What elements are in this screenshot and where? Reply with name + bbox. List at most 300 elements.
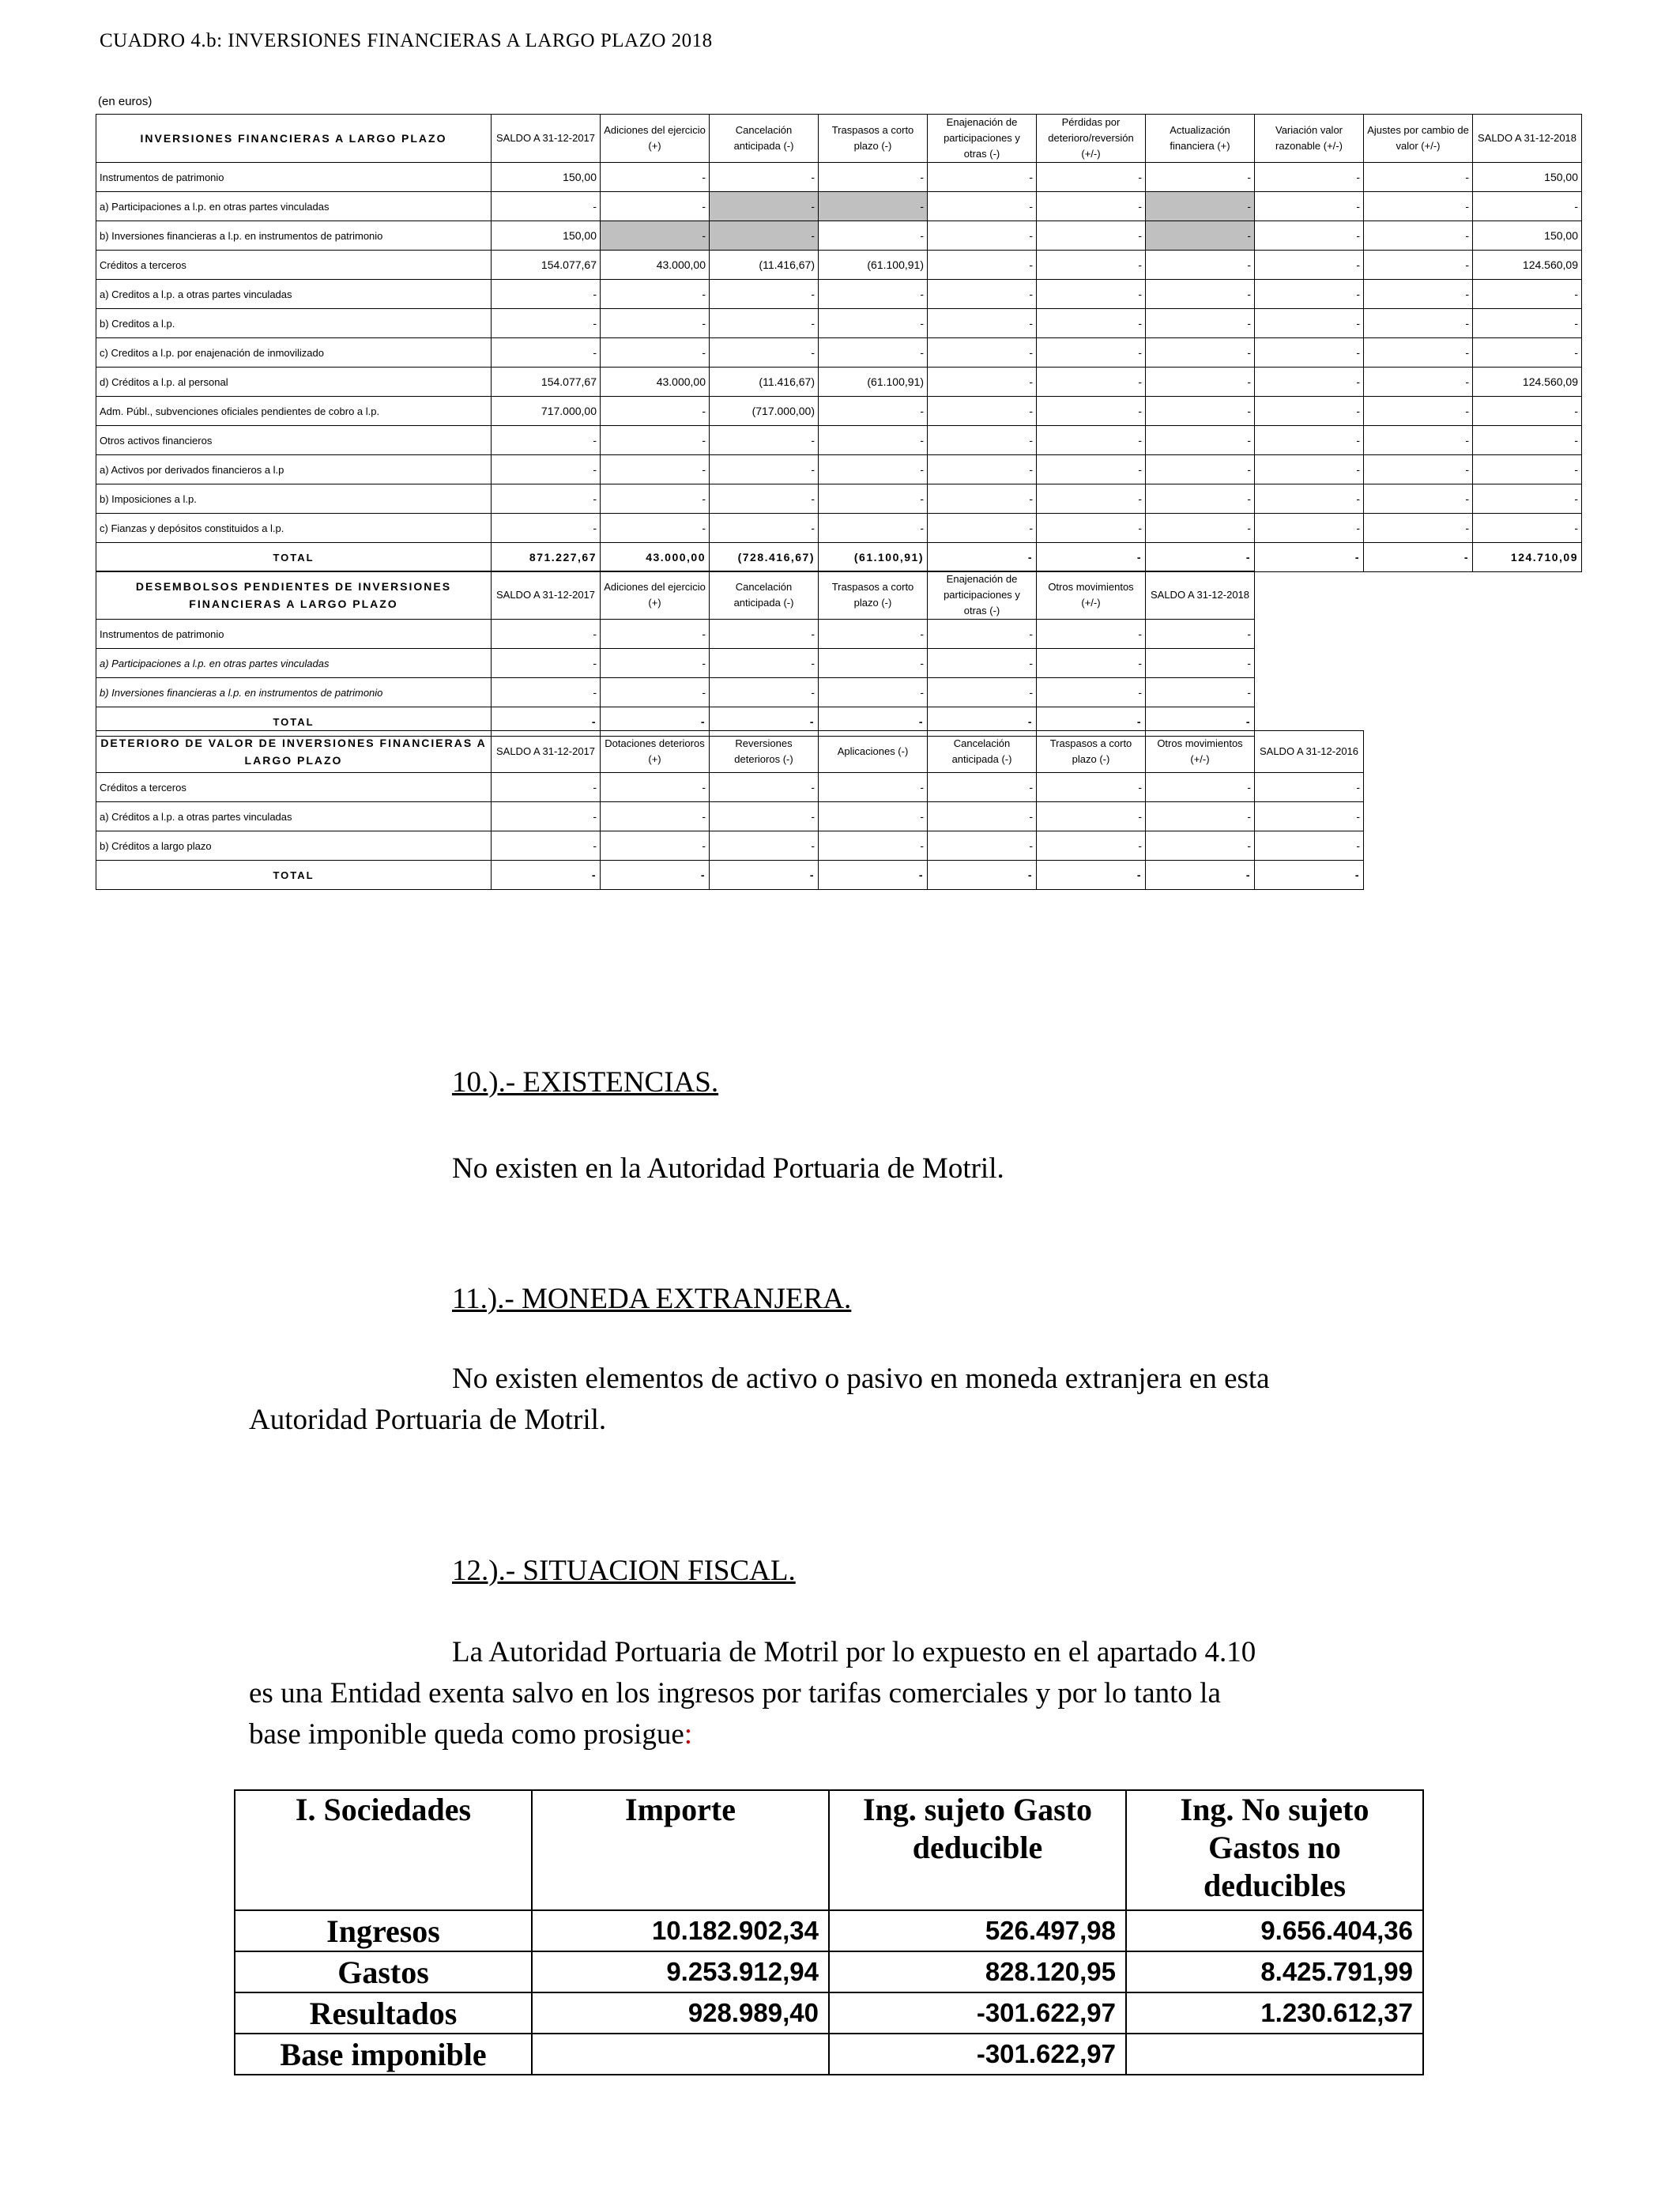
table-cell: -	[1146, 251, 1255, 280]
fiscal-header-label: Gastos no	[1208, 1830, 1341, 1865]
table-cell: -	[1473, 397, 1582, 426]
table-cell: -	[1473, 426, 1582, 455]
table-cell: -	[1473, 192, 1582, 221]
table-cell: -	[1255, 368, 1364, 397]
row-label: Instrumentos de patrimonio	[96, 163, 492, 192]
table-cell: -	[928, 678, 1037, 707]
table-cell: -	[1364, 280, 1473, 309]
table-cell: -	[1037, 861, 1146, 890]
table-row	[96, 192, 1582, 221]
table-cell: -	[492, 773, 601, 802]
table-cell: -	[1255, 192, 1364, 221]
table-cell: (61.100,91)	[819, 543, 928, 572]
table-cell: -	[1364, 192, 1473, 221]
table-header-row	[96, 571, 1255, 620]
table-cell: -	[601, 338, 710, 368]
table-cell: -	[819, 514, 928, 543]
table-cell: -	[928, 280, 1037, 309]
table-cell: -	[928, 455, 1037, 484]
section-header: DETERIORO DE VALOR DE INVERSIONES FINANCIERAS A LARGO PLAZO	[96, 731, 492, 773]
fiscal-cell-importe: 928.989,40	[532, 1992, 829, 2034]
fiscal-table	[234, 1789, 1424, 2075]
row-label: b) Inversiones financieras a l.p. en instrumentos de patrimonio	[96, 678, 492, 707]
table-cell: 717.000,00	[492, 397, 601, 426]
table-cell: (61.100,91)	[819, 368, 928, 397]
fiscal-row-label: Ingresos	[235, 1910, 532, 1951]
table-cell: -	[1255, 163, 1364, 192]
table-cell: -	[819, 309, 928, 338]
fiscal-header-no-sujeto	[1126, 1790, 1423, 1910]
table-row	[96, 678, 1255, 707]
table-cell: 43.000,00	[601, 251, 710, 280]
table-cell: -	[1037, 338, 1146, 368]
inversiones-rows	[96, 163, 1582, 543]
table-cell: -	[928, 251, 1037, 280]
table-cell: -	[819, 280, 928, 309]
table-cell: -	[928, 368, 1037, 397]
fiscal-cell-no-sujeto: 1.230.612,37	[1126, 1992, 1423, 2034]
column-header: Cancelación anticipada (-)	[710, 571, 819, 620]
deterioro-table	[96, 730, 1364, 890]
table-cell: 43.000,00	[601, 543, 710, 572]
total-row	[96, 861, 1364, 890]
table-cell: -	[928, 543, 1037, 572]
table-cell: 154.077,67	[492, 251, 601, 280]
table-header-row	[96, 731, 1364, 773]
table-cell: -	[1146, 707, 1255, 737]
table-cell: -	[1364, 426, 1473, 455]
table-row	[96, 309, 1582, 338]
table-cell: -	[1473, 484, 1582, 514]
table-row	[96, 802, 1364, 831]
table-cell: -	[601, 426, 710, 455]
table-row	[96, 831, 1364, 861]
table-cell: -	[819, 861, 928, 890]
fiscal-cell-sujeto: -301.622,97	[829, 2034, 1126, 2075]
table-cell: -	[819, 802, 928, 831]
table-cell: -	[1473, 338, 1582, 368]
table-cell: -	[1364, 338, 1473, 368]
total-row	[96, 543, 1582, 572]
table-cell: -	[928, 309, 1037, 338]
table-cell: -	[1364, 368, 1473, 397]
column-header: SALDO A 31-12-2018	[1146, 571, 1255, 620]
table-cell: -	[1037, 543, 1146, 572]
fiscal-row	[235, 1992, 1423, 2034]
moneda-text-line2: Autoridad Portuaria de Motril.	[249, 1404, 607, 1436]
table-cell: -	[1146, 678, 1255, 707]
column-header: Adiciones del ejercicio (+)	[601, 571, 710, 620]
table-cell: -	[1037, 251, 1146, 280]
table-cell: -	[1255, 543, 1364, 572]
column-header: Pérdidas por deterioro/reversión (+/-)	[1037, 115, 1146, 163]
column-header: SALDO A 31-12-2018	[1473, 115, 1582, 163]
table-row	[96, 251, 1582, 280]
table-cell: -	[710, 484, 819, 514]
fiscal-row	[235, 2034, 1423, 2075]
table-cell: -	[819, 338, 928, 368]
table-cell: -	[492, 707, 601, 737]
table-cell: -	[1037, 802, 1146, 831]
table-cell: -	[492, 802, 601, 831]
table-cell: -	[1364, 163, 1473, 192]
column-header: Cancelación anticipada (-)	[928, 731, 1037, 773]
table-row	[96, 338, 1582, 368]
row-label: Créditos a terceros	[96, 251, 492, 280]
table-cell: -	[928, 397, 1037, 426]
table-cell: -	[1037, 368, 1146, 397]
table-cell: -	[1255, 338, 1364, 368]
table-cell: -	[1255, 484, 1364, 514]
table-cell: -	[928, 221, 1037, 251]
table-cell: -	[928, 861, 1037, 890]
table-cell: -	[492, 280, 601, 309]
table-cell: (728.416,67)	[710, 543, 819, 572]
table-cell: -	[1037, 773, 1146, 802]
fiscal-cell-importe: 10.182.902,34	[532, 1910, 829, 1951]
table-cell: -	[710, 455, 819, 484]
row-label: c) Creditos a l.p. por enajenación de inmovilizado	[96, 338, 492, 368]
table-cell: -	[710, 192, 819, 221]
fiscal-cell-no-sujeto: 9.656.404,36	[1126, 1910, 1423, 1951]
table-cell: -	[710, 831, 819, 861]
page-title: CUADRO 4.b: INVERSIONES FINANCIERAS A LARGO PLAZO 2018	[100, 30, 713, 51]
table-cell: -	[1146, 163, 1255, 192]
column-header: SALDO A 31-12-2017	[492, 731, 601, 773]
table-cell: 150,00	[492, 221, 601, 251]
table-cell: -	[1146, 514, 1255, 543]
table-cell: -	[492, 192, 601, 221]
table-cell: -	[1146, 280, 1255, 309]
table-cell: -	[1255, 455, 1364, 484]
fiscal-text-line1: La Autoridad Portuaria de Motril por lo expuesto en el apartado 4.10	[452, 1636, 1256, 1668]
table-cell: -	[1146, 397, 1255, 426]
fiscal-header-label: Ing. No sujeto	[1180, 1792, 1369, 1827]
fiscal-row	[235, 1951, 1423, 1992]
row-label: a) Activos por derivados financieros a l.p	[96, 455, 492, 484]
table-cell: -	[1037, 484, 1146, 514]
table-cell: -	[1255, 831, 1364, 861]
table-cell: -	[819, 163, 928, 192]
table-cell: -	[1146, 221, 1255, 251]
table-cell: -	[710, 620, 819, 649]
row-label: Adm. Públ., subvenciones oficiales pendientes de cobro a l.p.	[96, 397, 492, 426]
column-header: SALDO A 31-12-2017	[492, 115, 601, 163]
fiscal-header-importe	[532, 1790, 829, 1910]
fiscal-cell-sujeto: 526.497,98	[829, 1910, 1126, 1951]
table-cell: -	[710, 773, 819, 802]
fiscal-header-label: I. Sociedades	[295, 1792, 472, 1827]
inversiones-table	[96, 114, 1582, 572]
table-cell: -	[1255, 514, 1364, 543]
table-cell: -	[492, 426, 601, 455]
table-cell: -	[1037, 221, 1146, 251]
table-cell: -	[1037, 678, 1146, 707]
table-cell: -	[601, 163, 710, 192]
table-cell: -	[819, 831, 928, 861]
fiscal-header-label: deducible	[912, 1830, 1043, 1865]
fiscal-cell-sujeto: 828.120,95	[829, 1951, 1126, 1992]
table-cell: 150,00	[492, 163, 601, 192]
table-cell: -	[492, 484, 601, 514]
fiscal-row-label: Gastos	[235, 1951, 532, 1992]
table-cell: 150,00	[1473, 163, 1582, 192]
table-cell: -	[928, 773, 1037, 802]
table-cell: (11.416,67)	[710, 251, 819, 280]
table-row	[96, 368, 1582, 397]
table-cell: -	[1473, 309, 1582, 338]
table-cell: -	[492, 309, 601, 338]
table-cell: -	[1146, 543, 1255, 572]
row-label: b) Inversiones financieras a l.p. en instrumentos de patrimonio	[96, 221, 492, 251]
column-header: Dotaciones deterioros (+)	[601, 731, 710, 773]
column-header: Actualización financiera (+)	[1146, 115, 1255, 163]
table-cell: -	[1255, 251, 1364, 280]
row-label: a) Participaciones a l.p. en otras partes vinculadas	[96, 192, 492, 221]
table-cell: -	[1255, 309, 1364, 338]
table-cell: -	[710, 802, 819, 831]
desembolsos-table	[96, 571, 1255, 737]
table-cell: -	[819, 192, 928, 221]
table-cell: -	[819, 484, 928, 514]
table-cell: -	[1255, 802, 1364, 831]
table-cell: -	[1146, 309, 1255, 338]
fiscal-row-label: Resultados	[235, 1992, 532, 2034]
table-cell: -	[1037, 620, 1146, 649]
fiscal-text-colon: :	[684, 1718, 693, 1751]
table-cell: -	[1037, 426, 1146, 455]
row-label: b) Imposiciones a l.p.	[96, 484, 492, 514]
table-cell: -	[492, 514, 601, 543]
fiscal-cell-sujeto: -301.622,97	[829, 1992, 1126, 2034]
table-cell: -	[1037, 309, 1146, 338]
table-cell: -	[1037, 163, 1146, 192]
table-cell: -	[819, 649, 928, 678]
table-row	[96, 397, 1582, 426]
table-cell: -	[928, 620, 1037, 649]
table-cell: (11.416,67)	[710, 368, 819, 397]
table-cell: -	[1146, 484, 1255, 514]
table-cell: -	[710, 309, 819, 338]
section-title-existencias: 10.).- EXISTENCIAS.	[452, 1066, 719, 1099]
table-row	[96, 649, 1255, 678]
table-cell: -	[1146, 192, 1255, 221]
table-cell: -	[1364, 397, 1473, 426]
table-cell: -	[819, 397, 928, 426]
table-cell: -	[492, 455, 601, 484]
table-cell: -	[601, 455, 710, 484]
table-cell: -	[1364, 221, 1473, 251]
table-cell: (717.000,00)	[710, 397, 819, 426]
row-label: b) Créditos a largo plazo	[96, 831, 492, 861]
fiscal-header-label: deducibles	[1203, 1868, 1347, 1903]
fiscal-cell-no-sujeto	[1126, 2034, 1423, 2075]
fiscal-cell-importe	[532, 2034, 829, 2075]
table-cell: -	[928, 163, 1037, 192]
table-cell: 150,00	[1473, 221, 1582, 251]
desembolsos-rows	[96, 620, 1255, 707]
table-cell: -	[601, 831, 710, 861]
table-cell: -	[1146, 649, 1255, 678]
fiscal-text-line3	[249, 1717, 692, 1753]
table-cell: -	[710, 338, 819, 368]
table-cell: -	[601, 620, 710, 649]
units-label: (en euros)	[98, 95, 153, 108]
row-label: Créditos a terceros	[96, 773, 492, 802]
column-header: Ajustes por cambio de valor (+/-)	[1364, 115, 1473, 163]
table-cell: -	[1037, 831, 1146, 861]
column-header: Traspasos a corto plazo (-)	[819, 115, 928, 163]
section-header: INVERSIONES FINANCIERAS A LARGO PLAZO	[96, 115, 492, 163]
column-header: Cancelación anticipada (-)	[710, 115, 819, 163]
row-label: a) Creditos a l.p. a otras partes vinculadas	[96, 280, 492, 309]
table-cell: -	[601, 514, 710, 543]
table-cell: -	[1146, 426, 1255, 455]
column-header: Aplicaciones (-)	[819, 731, 928, 773]
table-cell: -	[601, 397, 710, 426]
fiscal-row	[235, 1910, 1423, 1951]
table-cell: -	[710, 280, 819, 309]
table-cell: 154.077,67	[492, 368, 601, 397]
fiscal-header-label: Ing. sujeto Gasto	[862, 1792, 1093, 1827]
table-cell: -	[819, 707, 928, 737]
table-cell: -	[1364, 309, 1473, 338]
table-cell: -	[1255, 280, 1364, 309]
column-header: Otros movimientos (+/-)	[1146, 731, 1255, 773]
column-header: SALDO A 31-12-2016	[1255, 731, 1364, 773]
table-cell: -	[492, 620, 601, 649]
table-cell: -	[710, 707, 819, 737]
table-cell: -	[819, 678, 928, 707]
table-row	[96, 484, 1582, 514]
table-cell: -	[1037, 707, 1146, 737]
table-cell: -	[1037, 514, 1146, 543]
table-cell: -	[710, 426, 819, 455]
table-row	[96, 426, 1582, 455]
column-header: Variación valor razonable (+/-)	[1255, 115, 1364, 163]
table-cell: -	[601, 773, 710, 802]
table-cell: -	[1364, 251, 1473, 280]
column-header: Otros movimientos (+/-)	[1037, 571, 1146, 620]
total-label: TOTAL	[96, 707, 492, 737]
fiscal-text-line2: es una Entidad exenta salvo en los ingresos por tarifas comerciales y por lo tanto la	[249, 1677, 1221, 1710]
table-cell: -	[928, 338, 1037, 368]
table-cell: -	[710, 861, 819, 890]
table-cell: -	[1364, 455, 1473, 484]
table-cell: -	[601, 221, 710, 251]
table-cell: -	[928, 484, 1037, 514]
table-cell: -	[1146, 831, 1255, 861]
table-cell: -	[710, 649, 819, 678]
table-cell: -	[1146, 338, 1255, 368]
section-title-moneda: 11.).- MONEDA EXTRANJERA.	[452, 1283, 852, 1315]
table-cell: -	[601, 707, 710, 737]
table-cell: -	[710, 514, 819, 543]
section-title-fiscal: 12.).- SITUACION FISCAL.	[452, 1555, 796, 1587]
row-label: d) Créditos a l.p. al personal	[96, 368, 492, 397]
table-cell: -	[1037, 649, 1146, 678]
table-cell: -	[710, 163, 819, 192]
table-cell: -	[601, 678, 710, 707]
table-cell: -	[1364, 543, 1473, 572]
table-cell: -	[1146, 773, 1255, 802]
table-cell: -	[492, 861, 601, 890]
fiscal-row-label: Base imponible	[235, 2034, 532, 2075]
table-cell: -	[601, 802, 710, 831]
fiscal-header-sociedades	[235, 1790, 532, 1910]
table-cell: -	[1255, 773, 1364, 802]
column-header: Enajenación de participaciones y otras (-)	[928, 571, 1037, 620]
table-cell: -	[1146, 802, 1255, 831]
row-label: Instrumentos de patrimonio	[96, 620, 492, 649]
table-cell: -	[601, 861, 710, 890]
table-cell: -	[928, 649, 1037, 678]
table-cell: -	[601, 192, 710, 221]
table-cell: 871.227,67	[492, 543, 601, 572]
table-cell: -	[1146, 455, 1255, 484]
table-cell: -	[601, 484, 710, 514]
table-cell: -	[492, 831, 601, 861]
table-cell: -	[928, 426, 1037, 455]
table-cell: -	[928, 802, 1037, 831]
table-cell: (61.100,91)	[819, 251, 928, 280]
row-label: a) Créditos a l.p. a otras partes vinculadas	[96, 802, 492, 831]
table-cell: -	[819, 455, 928, 484]
table-cell: -	[710, 678, 819, 707]
table-cell: -	[601, 309, 710, 338]
table-row	[96, 221, 1582, 251]
fiscal-rows	[235, 1910, 1423, 2075]
table-cell: -	[819, 221, 928, 251]
fiscal-cell-no-sujeto: 8.425.791,99	[1126, 1951, 1423, 1992]
table-cell: -	[1037, 455, 1146, 484]
column-header: SALDO A 31-12-2017	[492, 571, 601, 620]
table-cell: -	[1146, 368, 1255, 397]
table-cell: 43.000,00	[601, 368, 710, 397]
table-cell: -	[1364, 514, 1473, 543]
table-cell: -	[1146, 620, 1255, 649]
column-header: Enajenación de participaciones y otras (-)	[928, 115, 1037, 163]
table-cell: -	[928, 831, 1037, 861]
table-cell: -	[492, 338, 601, 368]
table-row	[96, 620, 1255, 649]
row-label: Otros activos financieros	[96, 426, 492, 455]
row-label: b) Creditos a l.p.	[96, 309, 492, 338]
table-cell: -	[1037, 192, 1146, 221]
fiscal-header-sujeto	[829, 1790, 1126, 1910]
table-cell: -	[492, 649, 601, 678]
total-label: TOTAL	[96, 861, 492, 890]
table-cell: -	[928, 514, 1037, 543]
existencias-text: No existen en la Autoridad Portuaria de Motril.	[452, 1152, 1004, 1185]
table-row	[96, 514, 1582, 543]
row-label: c) Fianzas y depósitos constituidos a l.p.	[96, 514, 492, 543]
table-cell: -	[1473, 280, 1582, 309]
table-cell: 124.560,09	[1473, 251, 1582, 280]
deterioro-rows	[96, 773, 1364, 861]
table-cell: -	[819, 426, 928, 455]
fiscal-header-label: Importe	[625, 1792, 736, 1827]
total-label: TOTAL	[96, 543, 492, 572]
table-cell: -	[1255, 221, 1364, 251]
table-row	[96, 455, 1582, 484]
table-cell: -	[1146, 861, 1255, 890]
table-cell: 124.560,09	[1473, 368, 1582, 397]
table-cell: -	[492, 678, 601, 707]
table-header-row	[96, 115, 1582, 163]
table-cell: -	[928, 707, 1037, 737]
table-cell: -	[1255, 426, 1364, 455]
